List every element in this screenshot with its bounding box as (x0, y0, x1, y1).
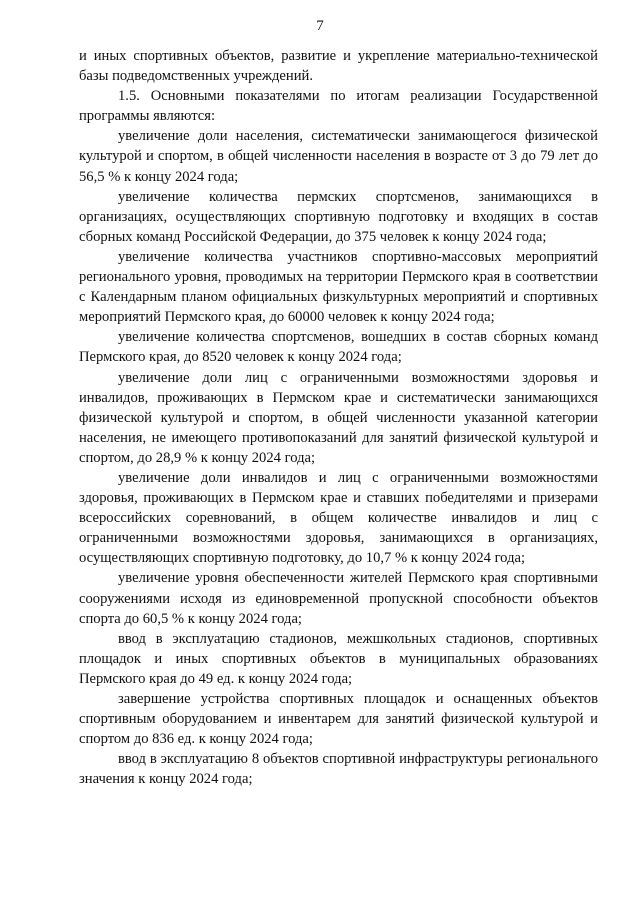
page-number: 7 (316, 18, 324, 34)
paragraph-indicator: увеличение количества спортсменов, вошедших в состав сборных команд Пермского края, до 8520 человек к концу 2024 года; (79, 329, 598, 366)
paragraph-indicator: увеличение количества участников спортивно-массовых мероприятий регионального уровня, проводимых на территории Пермского края в соответствии с Календарным планом официальных физкультурных мероприятий и спортивных мероприятий Пермского края, до 60000 человек к концу 2024 года; (79, 248, 598, 326)
paragraph-continuation: и иных спортивных объектов, развитие и укрепление материально-технической базы подведомственных учреждений. (79, 48, 598, 85)
paragraph-indicator: увеличение доли лиц с ограниченными возможностями здоровья и инвалидов, проживающих в Пермском крае и систематически занимающихся физической культурой и спортом, в общей численности указанной категории населения, не имеющего противопоказаний для занятий физической культурой и спортом, до 28,9 % к концу 2024 года; (79, 369, 598, 466)
paragraph-section-heading: 1.5. Основными показателями по итогам реализации Государственной программы являются: (79, 88, 598, 125)
document-body (79, 46, 598, 789)
paragraph-indicator: увеличение уровня обеспеченности жителей Пермского края спортивными сооружениями исходя из единовременной пропускной способности объектов спорта до 60,5 % к концу 2024 года; (79, 570, 598, 627)
paragraph-indicator: увеличение доли населения, систематически занимающегося физической культурой и спортом, в общей численности населения в возрасте от 3 до 79 лет до 56,5 % к концу 2024 года; (79, 128, 598, 185)
paragraph-indicator: увеличение доли инвалидов и лиц с ограниченными возможностями здоровья, проживающих в Пермском крае и ставших победителями и призерами всероссийских соревнований, в общем количестве инвалидов и лиц с ограниченными возможностями здоровья, занимающихся в организациях, осуществляющих спортивную подготовку, до 10,7 % к концу 2024 года; (79, 469, 598, 567)
paragraph-indicator: ввод в эксплуатацию 8 объектов спортивной инфраструктуры регионального значения к концу 2024 года; (79, 751, 598, 788)
paragraph-indicator: ввод в эксплуатацию стадионов, межшкольных стадионов, спортивных площадок и иных спортивных объектов в муниципальных образованиях Пермского края до 49 ед. к концу 2024 года; (79, 630, 598, 687)
paragraph-indicator: завершение устройства спортивных площадок и оснащенных объектов спортивным оборудованием и инвентарем для занятий физической культурой и спортом до 836 ед. к концу 2024 года; (79, 691, 598, 748)
paragraph-indicator: увеличение количества пермских спортсменов, занимающихся в организациях, осуществляющих спортивную подготовку и входящих в состав сборных команд Российской Федерации, до 375 человек к концу 2024 года; (79, 188, 598, 245)
